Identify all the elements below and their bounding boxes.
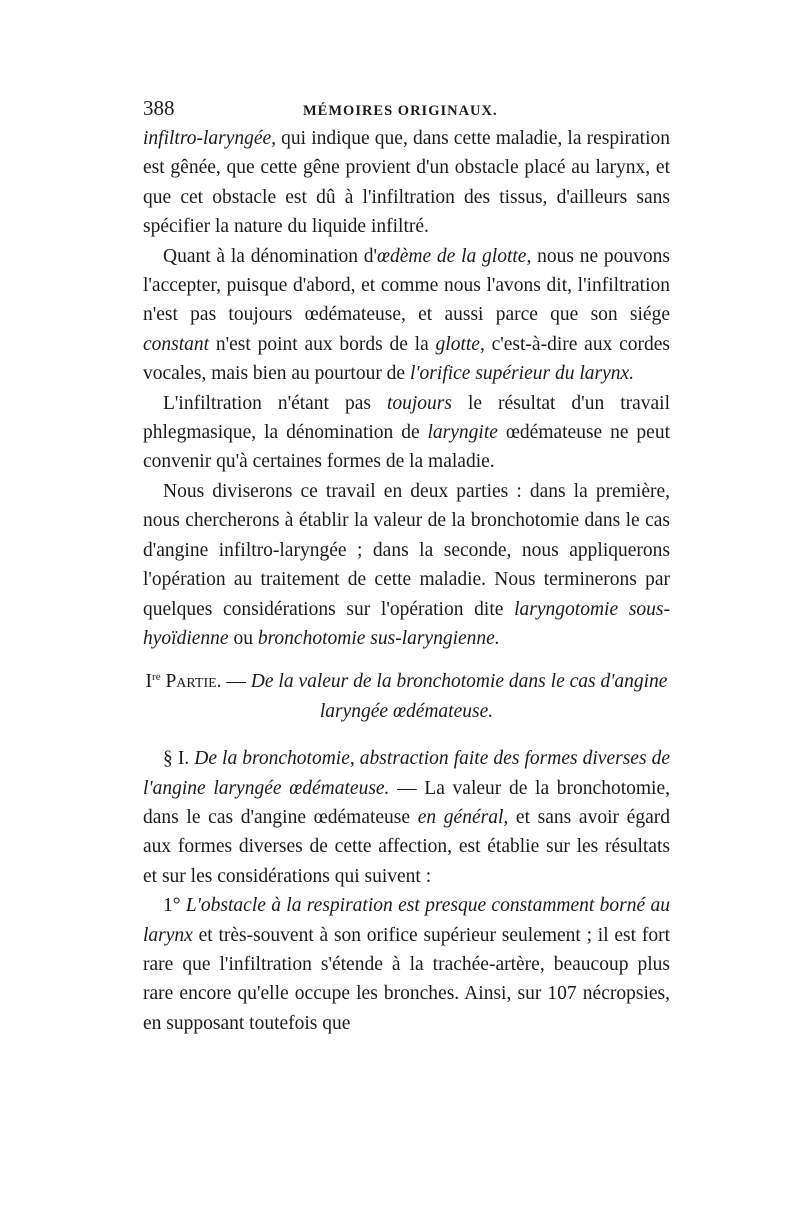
italic-text: glotte <box>435 333 480 355</box>
text: — La valeur de la bronchotomie, dans le cas d'angine œdémateuse <box>143 777 670 828</box>
text: Nous diviserons ce travail en deux parties : dans la première, nous chercherons à établir la valeur de la bronchotomie dans le cas d'angine infiltro-laryngée ; dans la seconde, nous appliquerons l'opération au traitement de cette maladie. Nous terminerons par quelques considérations sur l'opération dite <box>143 480 670 620</box>
text: L'infiltration n'étant pas <box>163 392 387 414</box>
text: nous ne pouvons l'accepter, puisque d'abord, et comme nous l'avons dit, l'infiltration n'est pas toujours œdémateuse, et aussi parce que son siége <box>143 245 670 326</box>
text: œdémateuse ne peut convenir qu'à certaines formes de la maladie. <box>143 422 670 473</box>
page-number: 388 <box>143 96 175 120</box>
part-label: Partie. <box>160 671 222 693</box>
italic-text: infiltro-laryngée, <box>143 128 277 149</box>
paragraph <box>143 744 670 891</box>
text: Quant à la dénomination d' <box>163 245 377 267</box>
paragraph <box>143 891 670 1038</box>
book-page <box>143 94 670 1038</box>
text: et très-souvent à son orifice supérieur seulement ; il est fort rare que l'infiltration s'étende à la trachée-artère, beaucoup plus rare encore qu'elle occupe les bronches. Ainsi, sur 107 nécropsies, en supposant toutefois que <box>143 924 670 1034</box>
italic-text: toujours <box>386 392 452 414</box>
text: et sans avoir égard aux formes diverses de cette affection, est établie sur les résultats et sur les considérations qui suivent : <box>143 806 670 887</box>
paragraph <box>143 124 670 242</box>
italic-text: bronchotomie sus-laryngienne. <box>257 627 500 649</box>
part-title: De la valeur de la bronchotomie dans le cas d'angine laryngée œdémateuse. <box>250 671 668 722</box>
section-number: § I. <box>163 748 195 770</box>
page-header <box>143 94 670 124</box>
paragraph <box>143 242 670 389</box>
part-number: I <box>145 671 153 693</box>
paragraph <box>143 477 670 653</box>
text: n'est point aux bords de la <box>209 333 436 355</box>
text: , c'est-à-dire aux cordes vocales, mais bien au pourtour de <box>143 333 670 385</box>
section-title <box>143 667 670 726</box>
text: 1° <box>163 895 186 917</box>
italic-text: laryngite <box>427 422 498 444</box>
text: le résultat d'un travail phlegmasique, la dénomination de <box>143 392 670 444</box>
dash: — <box>221 671 251 693</box>
part-superscript: re <box>152 671 161 684</box>
italic-text: L'obstacle à la respiration est presque constamment borné au larynx <box>143 895 670 946</box>
italic-text: en général, <box>417 806 509 828</box>
italic-text: œdème de la glotte, <box>376 245 532 267</box>
paragraph <box>143 389 670 477</box>
running-title: MÉMOIRES ORIGINAUX. <box>303 103 498 119</box>
text: qui indique que, dans cette maladie, la respiration est gênée, que cette gêne provient d'un obstacle placé au larynx, et que cet obstacle est dû à l'infiltration des tissus, d'ailleurs sans spécifier la nature du liquide infiltré. <box>143 128 670 238</box>
italic-text: laryngotomie sous-hyoïdienne <box>143 598 671 649</box>
italic-text: constant <box>143 333 210 355</box>
text: ou <box>228 627 258 649</box>
section-heading: De la bronchotomie, abstraction faite des formes diverses de l'angine laryngée œdémateuse. <box>143 748 670 799</box>
italic-text: l'orifice supérieur du larynx. <box>409 363 635 385</box>
spacer <box>143 726 670 744</box>
